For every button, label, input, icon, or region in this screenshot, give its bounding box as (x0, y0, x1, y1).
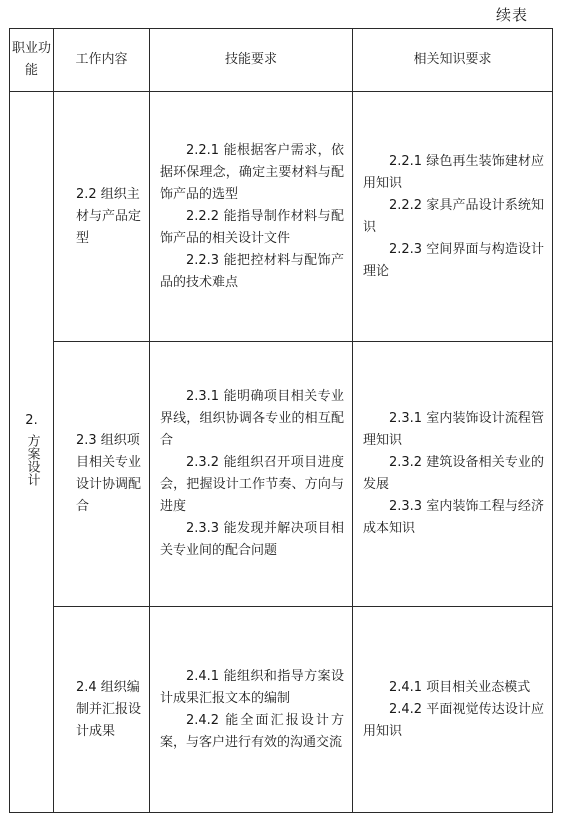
knowledge-item: 2.2.2 家具产品设计系统知识 (363, 197, 544, 235)
skill-item: 2.2.1 能根据客户需求，依据环保理念，确定主要材料与配饰产品的选型 (160, 142, 344, 202)
knowledge-item: 2.2.3 空间界面与构造设计理论 (363, 241, 544, 279)
knowledge-item: 2.4.1 项目相关业态模式 (389, 679, 531, 695)
skill-item: 2.2.2 能指导制作材料与配饰产品的相关设计文件 (160, 208, 344, 246)
skills-cell (150, 92, 353, 342)
table-row (10, 92, 553, 342)
header-function: 职业功能 (10, 29, 54, 92)
skill-item: 2.3.2 能组织召开项目进度会，把握设计工作节奏、方向与进度 (160, 455, 344, 514)
header-knowledge: 相关知识要求 (353, 29, 553, 92)
knowledge-item: 2.2.1 绿色再生装饰建材应用知识 (363, 153, 544, 191)
knowledge-cell (353, 342, 553, 607)
function-cell (10, 92, 54, 813)
occupational-standard-table (9, 28, 553, 813)
header-skills: 技能要求 (150, 29, 353, 92)
knowledge-item: 2.3.1 室内装饰设计流程管理知识 (363, 411, 544, 448)
skill-item: 2.2.3 能把控材料与配饰产品的技术难点 (160, 252, 344, 290)
work-content-cell: 2.3 组织项目相关专业设计协调配合 (54, 342, 150, 607)
knowledge-cell (353, 607, 553, 813)
skill-item: 2.4.2 能全面汇报设计方案，与客户进行有效的沟通交流 (160, 712, 344, 750)
skill-item: 2.4.1 能组织和指导方案设计成果汇报文本的编制 (160, 668, 344, 706)
knowledge-item: 2.3.2 建筑设备相关专业的发展 (363, 455, 544, 492)
continuation-label: 续表 (496, 6, 529, 24)
knowledge-cell (353, 92, 553, 342)
skill-item: 2.3.3 能发现并解决项目相关专业间的配合问题 (160, 521, 344, 558)
table-row (10, 607, 553, 813)
work-content-cell: 2.4 组织编制并汇报设计成果 (54, 607, 150, 813)
work-content-cell: 2.2 组织主材与产品定型 (54, 92, 150, 342)
header-content: 工作内容 (54, 29, 150, 92)
function-number: 2. (25, 413, 38, 428)
knowledge-item: 2.4.2 平面视觉传达设计应用知识 (363, 701, 544, 739)
table-header-row (10, 29, 553, 92)
table-row (10, 342, 553, 607)
knowledge-item: 2.3.3 室内装饰工程与经济成本知识 (363, 499, 544, 536)
skills-cell (150, 607, 353, 813)
function-name: 方案设计 (24, 434, 40, 486)
skills-cell (150, 342, 353, 607)
skill-item: 2.3.1 能明确项目相关专业界线，组织协调各专业的相互配合 (160, 389, 344, 448)
